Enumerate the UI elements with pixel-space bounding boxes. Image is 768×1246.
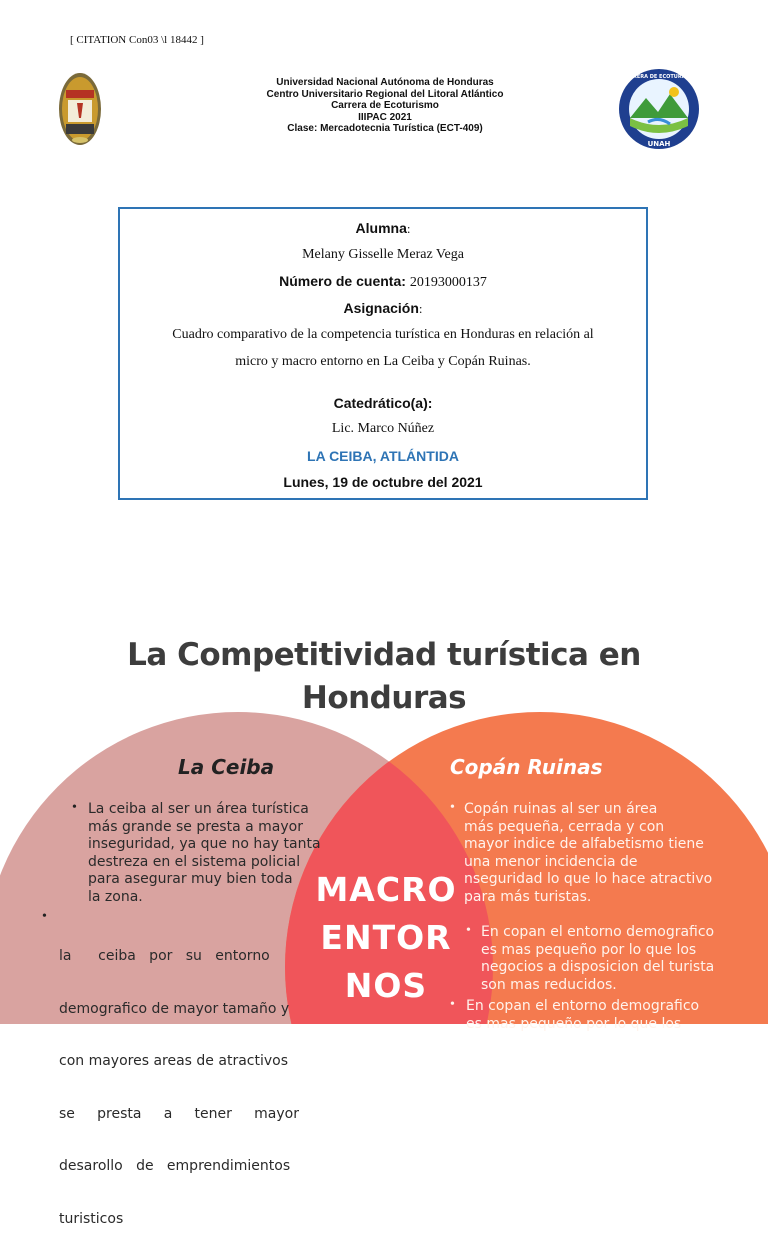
bullet-line: es mas pequeño por lo que los [481, 941, 697, 958]
copan-bullet-1 [464, 801, 729, 906]
assignment-text-line1: Cuadro comparativo de la competencia turística en Honduras en relación al [172, 327, 594, 342]
seal-top-text: CARRERA DE ECOTURISMO [621, 74, 697, 80]
center-word-3: NOS [344, 966, 428, 1005]
teacher-label: Catedrático(a): [333, 395, 433, 411]
bullet-line: turisticos [59, 1210, 124, 1227]
copan-bullet-2 [481, 924, 731, 994]
bullet-line: una menor incidencia de [464, 853, 638, 870]
bullet-line: En copan el entorno demografico [466, 998, 700, 1014]
header-line-period: IIIPAC 2021 [358, 111, 412, 123]
seal-bottom-text: UNAH [647, 140, 671, 148]
assignment-label-row: Asignación: [343, 300, 423, 316]
title-line-2: Honduras [301, 680, 467, 716]
la-ceiba-bullet-2 [59, 913, 309, 1246]
document-date: Lunes, 19 de octubre del 2021 [283, 474, 483, 490]
account-value: 20193000137 [409, 275, 487, 290]
copan-bullet-3 [466, 998, 728, 1033]
bullet-line: la ceiba por su entorno [59, 948, 270, 964]
bullet-line: es mas pequeño por lo que los [466, 1015, 682, 1032]
bullet-dot: • [42, 909, 47, 924]
bullet-line: con mayores areas de atractivos [59, 1053, 288, 1069]
bullet-line: más pequeña, cerrada y con [464, 818, 665, 835]
bullet-line: son mas reducidos. [481, 976, 617, 993]
city-location: LA CEIBA, ATLÁNTIDA [307, 448, 459, 464]
header-line-center: Centro Universitario Regional del Litoral Atlántico [266, 88, 504, 100]
copan-heading: Copán Ruinas [450, 755, 603, 779]
la-ceiba-heading: La Ceiba [178, 755, 275, 779]
bullet-line: la zona. [88, 888, 143, 905]
bullet-line: negocios a disposicion del turista [481, 959, 715, 975]
student-name: Melany Gisselle Meraz Vega [302, 247, 464, 262]
bullet-line: nseguridad lo que lo hace atractivo [464, 871, 713, 887]
bullet-line: mayor indice de alfabetismo tiene [464, 836, 704, 852]
bullet-line: demografico de mayor tamaño y [59, 1000, 290, 1017]
header-line-university: Universidad Nacional Autónoma de Honduras [276, 77, 494, 88]
teacher-name: Lic. Marco Núñez [331, 421, 435, 436]
bullet-dot: • [450, 997, 455, 1012]
bullet-line: La ceiba al ser un área turística [88, 801, 309, 817]
bullet-line: En copan el entorno demografico [481, 924, 715, 940]
bullet-line: desarollo de emprendimientos [59, 1158, 291, 1174]
header-line-career: Carrera de Ecoturismo [331, 100, 439, 111]
citation-field: [ CITATION Con03 \l 18442 ] [70, 34, 204, 46]
bullet-dot: • [466, 923, 471, 938]
student-label-row: Alumna: [355, 220, 411, 236]
bullet-line: para más turistas. [464, 888, 592, 905]
bullet-line: Copán ruinas al ser un área [464, 801, 658, 817]
bullet-line: destreza en el sistema policial [88, 853, 301, 870]
bullet-line: para asegurar muy bien toda [88, 871, 293, 887]
bullet-line: se presta a tener mayor [59, 1105, 299, 1122]
bullet-dot: • [450, 800, 455, 815]
center-word-2: ENTOR [320, 918, 452, 957]
assignment-label: Asignación [343, 300, 419, 316]
account-label: Número de cuenta: [279, 273, 406, 289]
assignment-text-line2: micro y macro entorno en La Ceiba y Copán Ruinas. [235, 354, 531, 369]
title-line-1: La Competitividad turística en [127, 637, 641, 673]
center-word-1: MACRO [315, 870, 457, 909]
student-label: Alumna [355, 220, 407, 236]
bullet-dot: • [72, 800, 77, 815]
bullet-line: más grande se presta a mayor [88, 818, 303, 835]
bullet-line: inseguridad, ya que no hay tanta [88, 836, 321, 852]
header-line-class: Clase: Mercadotecnia Turística (ECT-409) [287, 123, 483, 134]
